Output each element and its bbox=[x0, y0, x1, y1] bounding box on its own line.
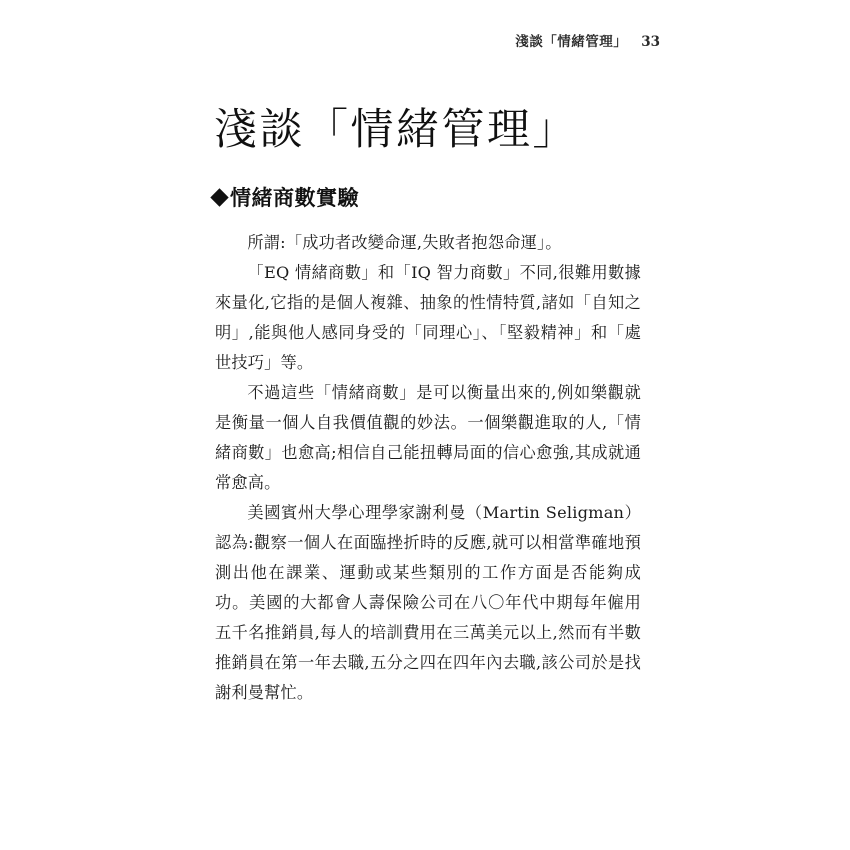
page-number: 33 bbox=[641, 34, 660, 50]
section-heading-label: 情緒商數實驗 bbox=[230, 186, 359, 210]
paragraph: 不過這些「情緒商數」是可以衡量出來的,例如樂觀就是衡量一個人自我價值觀的妙法。一個樂觀進取的人,「情緒商數」也愈高;相信自己能扭轉局面的信心愈強,其成就通常愈高。 bbox=[215, 383, 641, 492]
running-header bbox=[515, 30, 660, 50]
paragraph: 所謂:「成功者改變命運,失敗者抱怨命運」。 bbox=[247, 233, 562, 252]
section-heading bbox=[213, 182, 359, 212]
paragraph: 「EQ 情緒商數」和「IQ 智力商數」不同,很難用數據來量化,它指的是個人複雜、抽象的性情特質,諸如「自知之明」,能與他人感同身受的「同理心」、「堅毅精神」和「處世技巧」等。 bbox=[215, 263, 641, 372]
paragraph: 美國賓州大學心理學家謝利曼（Martin Seligman）認為:觀察一個人在面臨挫折時的反應,就可以相當準確地預測出他在課業、運動或某些類別的工作方面是否能夠成功。美國的大都會人壽保險公司在八〇年代中期每年僱用五千名推銷員,每人的培訓費用在三萬美元以上,然而有半數推銷員在第一年去職,五分之四在四年內去職,該公司於是找謝利曼幫忙。 bbox=[215, 503, 641, 702]
chapter-title: 淺談「情緒管理」 bbox=[214, 105, 578, 155]
body-text-block bbox=[215, 228, 641, 708]
diamond-bullet-icon bbox=[210, 188, 228, 206]
running-header-title: 淺談「情緒管理」 bbox=[515, 34, 628, 50]
